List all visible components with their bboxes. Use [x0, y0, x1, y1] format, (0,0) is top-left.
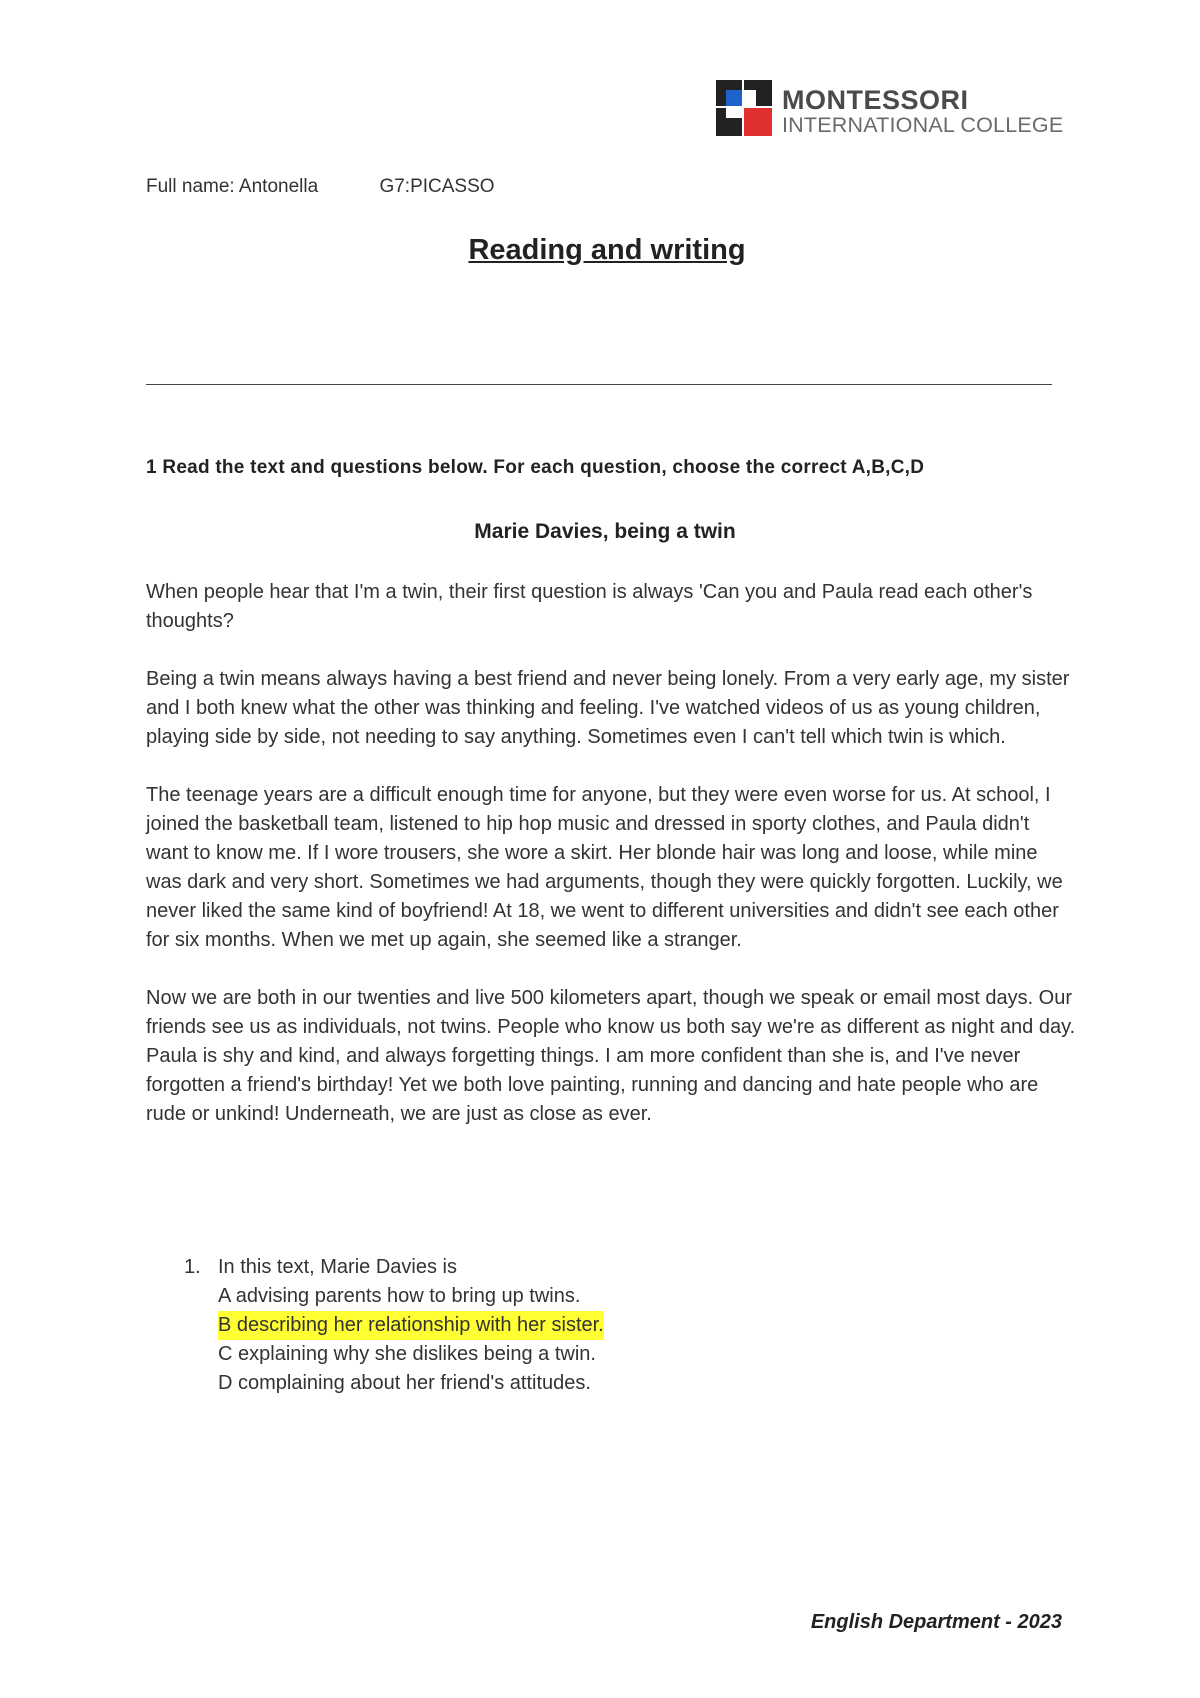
story-paragraph: Being a twin means always having a best friend and never being lonely. From a very early age, my sister and I both knew what the other was thinking and feeling. I've watched videos of us as young children, playing side by side, not needing to say anything. Sometimes even I can't tell which twin is which.	[146, 668, 1070, 748]
instruction-text: 1 Read the text and questions below. For each question, choose the correct A,B,C,D	[146, 457, 925, 478]
full-name: Full name: Antonella	[146, 176, 319, 197]
page-title: Reading and writing	[468, 234, 746, 266]
divider-line	[146, 384, 1052, 385]
story-paragraph: When people hear that I'm a twin, their first question is always 'Can you and Paula read each other's thoughts?	[146, 581, 1033, 632]
story-body	[146, 578, 1076, 1158]
student-info	[146, 176, 495, 198]
question-text: In this text, Marie Davies is	[218, 1256, 457, 1278]
story-title: Marie Davies, being a twin	[474, 520, 736, 543]
option-d: D complaining about her friend's attitudes.	[218, 1372, 591, 1394]
logo-title: MONTESSORI	[782, 85, 969, 115]
option-a: A advising parents how to bring up twins.	[218, 1285, 581, 1307]
story-paragraph: The teenage years are a difficult enough time for anyone, but they were even worse for us. At school, I joined the basketball team, listened to hip hop music and dressed in sporty clothes, and Paula didn't want to know me. If I wore trousers, she wore a skirt. Her blonde hair was long and loose, while mine was dark and very short. Sometimes we had arguments, though they were quickly forgotten. Luckily, we never liked the same kind of boyfriend! At 18, we went to different universities and didn't see each other for six months. When we met up again, she seemed like a stranger.	[146, 784, 1063, 951]
question-number: 1.	[184, 1256, 201, 1278]
option-c: C explaining why she dislikes being a twin.	[218, 1343, 596, 1365]
logo-mark-icon	[716, 80, 772, 136]
footer-text: English Department - 2023	[810, 1611, 1062, 1633]
class-label: G7:PICASSO	[379, 176, 495, 197]
story-paragraph: Now we are both in our twenties and live 500 kilometers apart, though we speak or email most days. Our friends see us as individuals, not twins. People who know us both say we're as different as night and day. Paula is shy and kind, and always forgetting things. I am more confident than she is, and I've never forgotten a friend's birthday! Yet we both love painting, running and dancing and hate people who are rude or unkind! Underneath, we are just as close as ever.	[146, 987, 1076, 1125]
option-b-selected: B describing her relationship with her sister.	[218, 1311, 604, 1340]
logo-subtitle: INTERNATIONAL COLLEGE	[782, 113, 1064, 137]
school-logo	[716, 80, 1066, 140]
